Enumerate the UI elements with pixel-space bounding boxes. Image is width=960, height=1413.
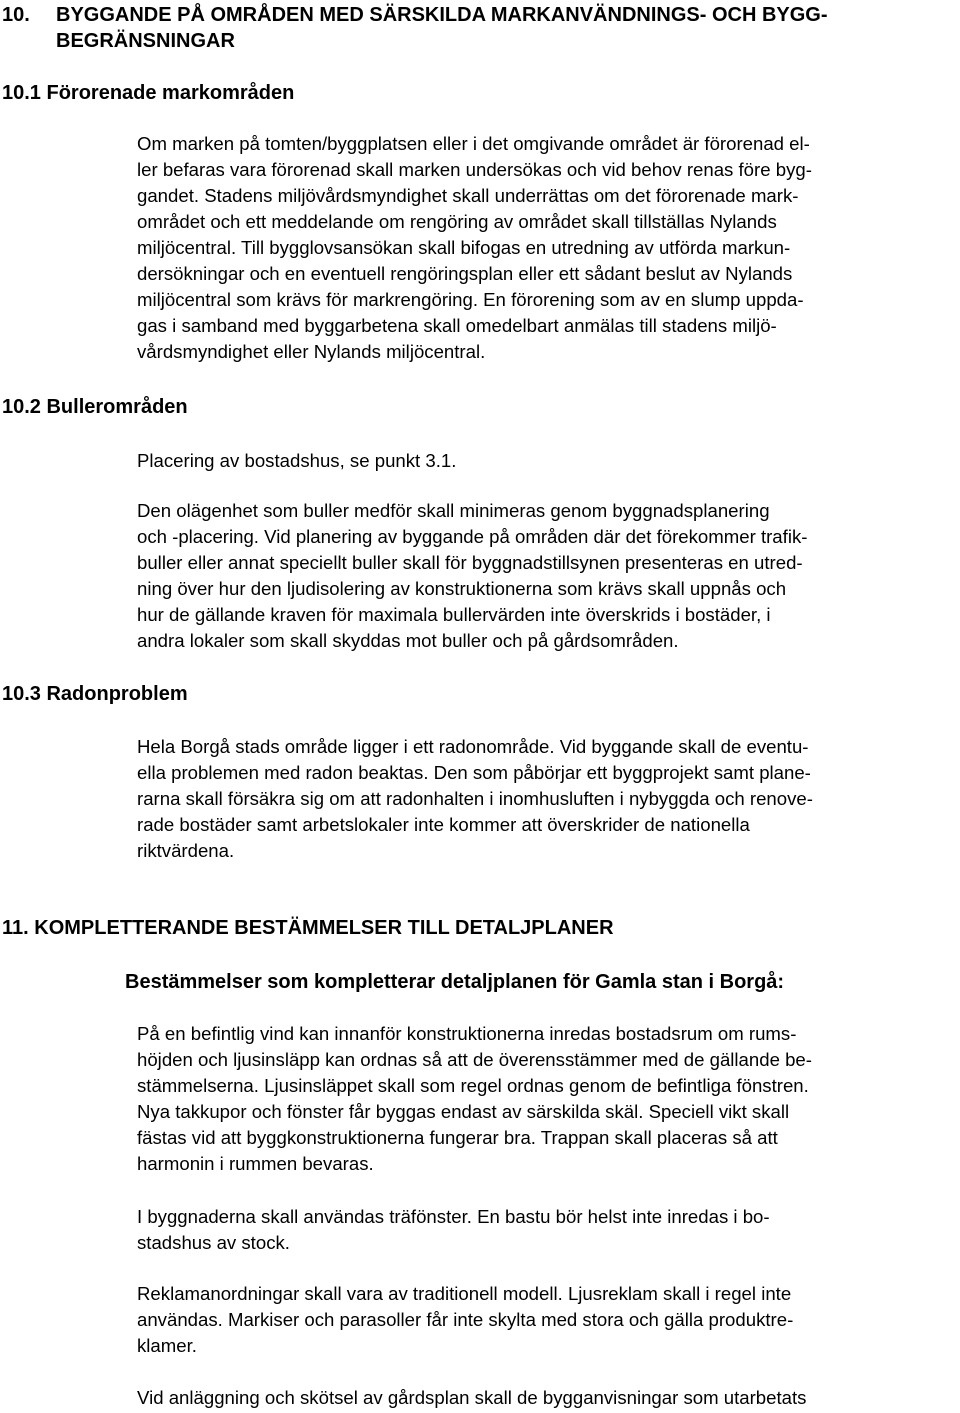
section-10-2-intro: Placering av bostadshus, se punkt 3.1. [137,450,457,471]
paragraph-line: dersökningar och en eventuell rengöringsplan eller ett sådant beslut av Nylands [137,263,793,284]
paragraph-line: Hela Borgå stads område ligger i ett radonområde. Vid byggande skall de eventu- [137,736,809,757]
section-10-2-heading: 10.2 Bullerområden [2,396,188,418]
paragraph-line: fästas vid att byggkonstruktionerna fungerar bra. Trappan skall placeras så att [137,1127,778,1148]
paragraph-line: och -placering. Vid planering av byggande på områden där det förekommer trafik- [137,526,808,547]
paragraph-line: hur de gällande kraven för maximala bullervärden inte överskrids i bostäder, i [137,604,771,625]
section-10-title-line-1: BYGGANDE PÅ OMRÅDEN MED SÄRSKILDA MARKANVÄNDNINGS- OCH BYGG- [56,4,828,26]
paragraph-line: buller eller annat speciellt buller skall för byggnadstillsynen presenteras en utred- [137,552,803,573]
paragraph-line: Om marken på tomten/byggplatsen eller i det omgivande området är förorenad el- [137,133,810,154]
paragraph-line: vårdsmyndighet eller Nylands miljöcentral. [137,341,486,362]
paragraph-line: På en befintlig vind kan innanför konstruktionerna inredas bostadsrum om rums- [137,1023,797,1044]
section-11-paragraph-1 [137,1021,812,1177]
paragraph-line: stämmelserna. Ljusinsläppet skall som regel ordnas genom de befintliga fönstren. [137,1075,809,1096]
section-10-1-paragraph [137,131,812,365]
paragraph-line: harmonin i rummen bevaras. [137,1153,374,1174]
section-10-heading [2,2,942,54]
paragraph-line: ning över hur den ljudisolering av konstruktionerna som krävs skall uppnås och [137,578,787,599]
section-11-paragraph-4 [137,1385,806,1411]
section-11-paragraph-3 [137,1281,793,1359]
paragraph-line: miljöcentral som krävs för markrengöring. En förorening som av en slump uppda- [137,289,804,310]
paragraph-line: ella problemen med radon beaktas. Den som påbörjar ett byggprojekt samt plane- [137,762,811,783]
paragraph-line: Vid anläggning och skötsel av gårdsplan skall de bygganvisningar som utarbetats [137,1387,807,1408]
paragraph-line: rarna skall försäkra sig om att radonhalten i inomhusluften i nybyggda och renove- [137,788,813,809]
section-10-3-heading: 10.3 Radonproblem [2,683,188,705]
paragraph-line: området och ett meddelande om rengöring av området skall tillställas Nylands [137,211,777,232]
paragraph-line: gandet. Stadens miljövårdsmyndighet skall underrättas om det förorenade mark- [137,185,799,206]
paragraph-line: höjden och ljusinsläpp kan ordnas så att de överensstämmer med de gällande be- [137,1049,812,1070]
paragraph-line: I byggnaderna skall användas träfönster. En bastu bör helst inte inredas i bo- [137,1206,770,1227]
paragraph-line: riktvärdena. [137,840,235,861]
paragraph-line: Den olägenhet som buller medför skall minimeras genom byggnadsplanering [137,500,770,521]
section-11-subheading: Bestämmelser som kompletterar detaljplanen för Gamla stan i Borgå: [125,971,785,993]
paragraph-line: andra lokaler som skall skyddas mot buller och på gårdsområden. [137,630,679,651]
paragraph-line: Nya takkupor och fönster får byggas endast av särskilda skäl. Speciell vikt skall [137,1101,790,1122]
paragraph-line: användas. Markiser och parasoller får inte skylta med stora och gälla produktre- [137,1309,794,1330]
section-10-number: 10. [2,4,30,26]
section-10-title-line-2: BEGRÄNSNINGAR [56,30,235,52]
paragraph-line: stadshus av stock. [137,1232,290,1253]
section-11-heading: 11. KOMPLETTERANDE BESTÄMMELSER TILL DETALJPLANER [2,917,614,939]
section-11-paragraph-2 [137,1204,770,1256]
paragraph-line: klamer. [137,1335,197,1356]
paragraph-line: ler befaras vara förorenad skall marken undersökas och vid behov renas före byg- [137,159,812,180]
section-10-1-heading: 10.1 Förorenade markområden [2,82,295,104]
section-10-2-paragraph [137,498,807,654]
paragraph-line: Reklamanordningar skall vara av traditionell modell. Ljusreklam skall i regel inte [137,1283,792,1304]
paragraph-line: rade bostäder samt arbetslokaler inte kommer att överskrider de nationella [137,814,750,835]
paragraph-line: gas i samband med byggarbetena skall omedelbart anmälas till stadens miljö- [137,315,777,336]
section-10-3-paragraph [137,734,813,864]
paragraph-line: miljöcentral. Till bygglovsansökan skall bifogas en utredning av utförda markun- [137,237,791,258]
